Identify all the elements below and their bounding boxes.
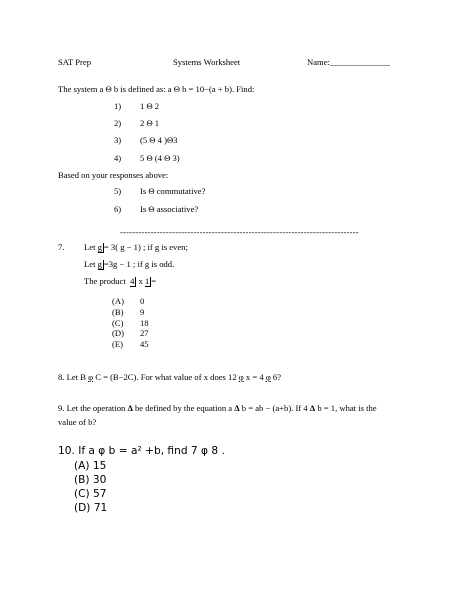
q8-text — [58, 372, 281, 382]
q7-line-even — [84, 242, 188, 253]
q8-phi-symbol-2: φ — [238, 372, 244, 382]
q7-product-line — [84, 276, 156, 287]
q7-choice-a-value: 0 — [140, 296, 145, 306]
q7-odd-rule: =3g − 1 ; if g is odd. — [103, 259, 175, 269]
q10-stem: 10. If a φ b = a² +b, find 7 φ 8 . — [58, 445, 225, 457]
q7-g-box-2: g — [97, 259, 102, 269]
problem-4-number: 4) — [114, 153, 122, 163]
q7-four-box: 4 — [130, 276, 135, 286]
q10-choice-a-value: 15 — [92, 460, 107, 472]
problem-5-text: Is Θ commutative? — [140, 186, 206, 196]
q10-choice-c-value: 57 — [93, 488, 107, 500]
q9-mid-2: b = ab − (a+b). If 4 — [239, 403, 310, 413]
q10-choice-a — [74, 460, 106, 472]
q9-delta-symbol-3: Δ — [309, 403, 316, 413]
problem-6-text: Is Θ associative? — [140, 204, 199, 214]
q7-choice-c-label: (C) — [112, 318, 124, 328]
q7-times: x — [138, 276, 143, 286]
problem-6-number: 6) — [114, 204, 122, 214]
header-course: SAT Prep — [58, 57, 92, 67]
q8-mid-1: C = (B−2C). For what value of x does 12 — [93, 372, 239, 382]
problem-2-expr: 2 Θ 1 — [140, 118, 160, 128]
q7-g-box-1: g — [97, 242, 102, 252]
problem-1-number: 1) — [114, 101, 122, 111]
problem-5-number: 5) — [114, 186, 122, 196]
q7-one-box: 1 — [144, 276, 150, 286]
q7-line-odd — [84, 259, 174, 270]
q7-choice-e-value: 45 — [140, 339, 149, 349]
q9-mid-1: be defined by the equation a — [132, 403, 235, 413]
q7-choice-d-label: (D) — [112, 328, 124, 338]
worksheet-title: Systems Worksheet — [173, 57, 241, 67]
name-field-label: Name:______________ — [307, 57, 391, 67]
q10-choice-c-label: (C) — [74, 488, 90, 500]
problem-4-expr: 5 Θ (4 Θ 3) — [140, 153, 180, 163]
q10-choice-d-label: (D) — [74, 502, 91, 514]
q7-choice-b-value: 9 — [140, 307, 145, 317]
q10-choice-d — [74, 502, 107, 514]
q7-even-rule: = 3( g − 1) ; if g is even; — [103, 242, 188, 252]
q7-number: 7. — [58, 242, 65, 252]
q7-choice-c-value: 18 — [140, 318, 149, 328]
q9-line-2: value of b? — [58, 417, 97, 427]
q7-choice-a-label: (A) — [112, 296, 124, 306]
q8-phi-symbol-1: φ — [88, 372, 94, 382]
q10-choice-a-label: (A) — [74, 460, 90, 472]
problem-3-expr: (5 Θ 4 )Θ3 — [140, 135, 178, 145]
intro-text: The system a Θ b is defined as: a Θ b = 10−(a + b). Find: — [58, 84, 255, 94]
q10-choice-c — [74, 488, 107, 500]
q9-delta-symbol-1: Δ — [127, 403, 133, 413]
q7-product-label: The product — [84, 276, 126, 286]
q9-line-1 — [58, 403, 377, 413]
section-divider: ------------------------------------------------------------------------------ — [120, 227, 359, 237]
q7-let-2: Let — [84, 259, 96, 269]
q10-choice-b-label: (B) — [74, 474, 90, 486]
problem-1-expr: 1 Θ 2 — [140, 101, 160, 111]
problem-2-number: 2) — [114, 118, 122, 128]
q9-delta-symbol-2: Δ — [234, 403, 240, 413]
q7-choice-b-label: (B) — [112, 307, 124, 317]
q8-end: 6? — [270, 372, 282, 382]
based-on-text: Based on your responses above: — [58, 170, 169, 180]
q10-choice-b — [74, 474, 106, 486]
q7-choice-e-label: (E) — [112, 339, 123, 349]
q7-equals: = — [151, 276, 157, 286]
q7-let-1: Let — [84, 242, 96, 252]
q8-mid-2: x = 4 — [243, 372, 266, 382]
q8-phi-symbol-3: φ — [265, 372, 271, 382]
q10-choice-d-value: 71 — [93, 502, 108, 514]
q8-pre: 8. Let B — [58, 372, 89, 382]
q9-end: b = 1, what is the — [315, 403, 377, 413]
q7-choice-d-value: 27 — [140, 328, 149, 338]
problem-3-number: 3) — [114, 135, 122, 145]
q10-choice-b-value: 30 — [92, 474, 107, 486]
q9-pre: 9. Let the operation — [58, 403, 128, 413]
